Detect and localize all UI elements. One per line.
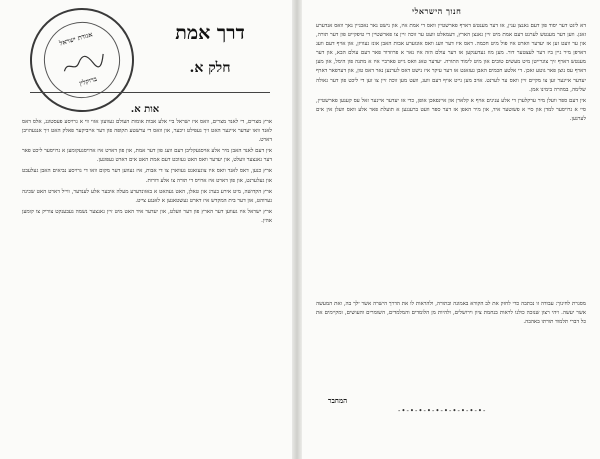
paragraph: ארץ ישראל איז געווען דער הארץ פון דער וועלט, און יעדער איד האט מיט זיין גאנצער נשמה געבענקט צוריק צו קומען אהין. bbox=[22, 208, 272, 224]
title-rule bbox=[30, 92, 270, 93]
running-head: חנוך הישראלי bbox=[412, 6, 462, 16]
paragraph: ארץ כנען, דאס לאנד וואס איז צוגעזאגט געווארן צו די אבות, איז געווען דער מקום וואו די גרויסע נביאים האבן געלעבט און געלערנט, און פון דארט איז ארויס די תורה צו אלע דורות. bbox=[22, 168, 272, 184]
part-heading: חלק א. bbox=[189, 60, 231, 76]
ornament-divider: -•-•-•-•-•-•-•-•-•-•- bbox=[398, 407, 487, 415]
left-page bbox=[0, 0, 292, 459]
stamp-text-bottom: ברוקלין bbox=[78, 74, 98, 88]
paragraph: ארץ מצרים, די לאנד מצרים, וואס איז ישראל ביי אלע אבות אומות העולם געוועזן אזוי ווי א גרויסע פעסטונג, אלס דאס לאנד וואו יעדער איינער האט זיך געפילט זיכער, און וואס די ערשטע תקופה פון דער אייביקער פאלק האט זיך אנגעהויבן דארט. bbox=[22, 119, 272, 144]
stamp-text-top: אגודת ישראל bbox=[58, 30, 94, 48]
paragraph: אין דעם ספר וועלן מיר ערקלערן די אלע ענינים אויף א קלארן און איינפאכן אופן, כדי אז יעדער איינער זאל עס קענען פארשטיין, סיי א גרויסער למדן און סיי א פשוטער איד, און מיר האפן אז דער ספר וועט ברענגען א תועלת פאר אלע וואס וועלן אין אים לערנען. bbox=[316, 97, 586, 122]
section-heading: אות א. bbox=[130, 104, 160, 115]
book-gutter bbox=[292, 0, 302, 459]
paragraph: דא ליגט דער יסוד פון דעם גאנצן ענין, אז דער מענטש דארף פארשטיין וואס די אמת איז, און נישט נאר נאכגיין נאך וואס אנדערע זאגן. ווען דער מענטש לערנט דעם אמת מיט זיין גאנצן הארץ, דעמאלט וועט ער זוכה זיין צו פארשטיין די טיפקייט פון דער תורה, און ער וועט זען אז יעדער ווארט איז פול מיט חכמה. דאס איז דער וועג וואס אונזערע אבות האבן אונז געוויזן, און אויף דעם וועג דארפן מיר גיין ביז דער לעצטער דור. מען מוז געדענקען אז דער עולם הזה איז נאר א פרוזדור פאר דעם עולם הבא, און דער מענטש דארף זיך צוגרייטן מיט מעשים טובים און מיט לימוד התורה. יעדער טאג וואס גייט פארביי איז א מתנה פון הימל, און מען דארף עס נוצן פאר גוטע זאכן. די אלטע חכמים האבן געזאגט אז דער עיקר איז נישט דאס לערנען נאר דאס טון, און דערפאר דארף יעדער איינער זען צו מקיים זיין וואס ער לערנט. אויב מען גייט אויף דעם וועג, וועט מען זוכה זיין צו זען די ליכט פון דער גאולה שלימה, במהרה בימינו אמן. bbox=[316, 23, 586, 93]
paragraph: ארץ הקדושה, מיט אירע בערג און טאלן, האט געהאט א באזונדערע מעלה איבער אלע לענדער, ווייל דארט האט שכינה גערוהט, און דער בית המקדש איז דארט געשטאנען א לאנגע צייט. bbox=[22, 188, 272, 204]
author-signature: המחבר bbox=[328, 396, 348, 405]
right-body-text bbox=[316, 22, 586, 296]
left-body-text bbox=[22, 118, 272, 448]
right-page bbox=[302, 0, 600, 459]
paragraph: אין דעם לאנד האבן מיר אלע אויסגעקליבן דעם וועג פון דער אמת, און פון דארט איז ארויסגעקומען א גרויסער ליכט פאר דער גאנצער וועלט, און יעדער וואס האט געזוכט דעם אמת האט אים דארט געפונען. bbox=[22, 148, 272, 164]
book-title: דרך אמת bbox=[175, 22, 245, 44]
closing-note: מסגרת לחינוך: עבודה זו נכתבה כדי לחזק את לב הקורא באמונה ובתורה, ולהראות לו את הדרך הישרה אשר ילך בה, ואת המעשה אשר יעשה. ויהי רצון שנזכה כולנו לראות בנחמת ציון וירושלים, ולהיות מן הלומדים והמלמדים, השומרים והעושים, ומקיימים את כל דברי תלמוד תורתו באהבה. bbox=[316, 301, 586, 326]
